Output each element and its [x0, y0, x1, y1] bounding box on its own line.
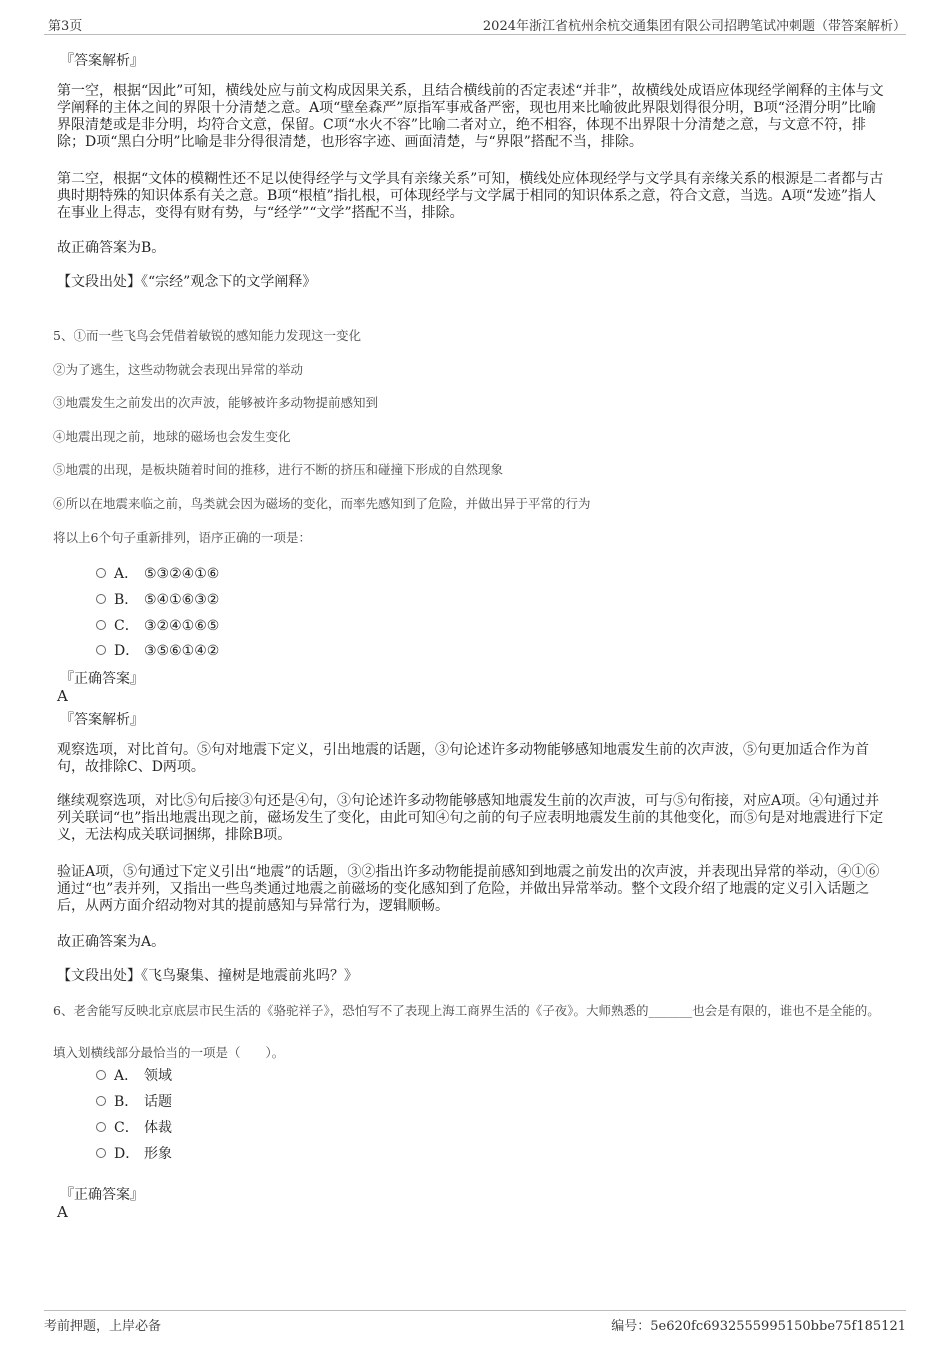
option-b[interactable]: B． 话题 — [96, 1091, 172, 1111]
option-d[interactable]: D． 形象 — [96, 1143, 172, 1163]
option-a[interactable]: A． 领域 — [96, 1065, 172, 1085]
footer-slogan: 考前押题，上岸必备 — [44, 1319, 162, 1334]
answer-conclusion: 故正确答案为B。 — [57, 240, 166, 256]
radio-icon[interactable] — [96, 645, 106, 655]
radio-icon[interactable] — [96, 568, 106, 578]
radio-icon[interactable] — [96, 1096, 106, 1106]
option-d[interactable]: D． ③⑤⑥①④② — [96, 640, 219, 660]
page-number: 第3页 — [48, 19, 83, 34]
source-citation: 【文段出处】《飞鸟聚集、撞树是地震前兆吗？》 — [57, 968, 358, 984]
page-footer — [44, 1310, 906, 1335]
document-title: 2024年浙江省杭州余杭交通集团有限公司招聘笔试冲刺题（带答案解析） — [482, 19, 906, 34]
question-stem: 6、老舍能写反映北京底层市民生活的《骆驼祥子》，恐怕写不了表现上海工商界生活的《子夜》。大师熟悉的_______也会是有限的，谁也不是全能的。 — [53, 1003, 880, 1018]
analysis-paragraph: 第一空，根据“因此”可知，横线处应与前文构成因果关系，且结合横线前的否定表述“并非”，故横线处成语应体现经学阐释的主体与文学阐释的主体之间的界限十分清楚之意。A项“壁垒森严”原指军事戒备严密，现也用来比喻彼此界限划得很分明，B项“泾渭分明”比喻界限清楚或是非分明，均符合文意，保留。C项“水火不容”比喻二者对立，绝不相容，体现不出界限十分清楚之意，与文意不符，排除；D项“黑白分明”比喻是非分得很清楚，也形容字迹、画面清楚，与“界限”搭配不当，排除。 — [57, 83, 884, 150]
correct-answer-label: 『正确答案』 — [60, 1187, 144, 1203]
question-prompt: 填入划横线部分最恰当的一项是（ ）。 — [53, 1045, 285, 1060]
radio-icon[interactable] — [96, 620, 106, 630]
analysis-label: 『答案解析』 — [60, 712, 144, 728]
answer-conclusion: 故正确答案为A。 — [57, 934, 166, 950]
question-sentence: ③地震发生之前发出的次声波，能够被许多动物提前感知到 — [53, 395, 379, 410]
option-c[interactable]: C． ③②④①⑥⑤ — [96, 615, 219, 635]
question-sentence: ⑤地震的出现，是板块随着时间的推移，进行不断的挤压和碰撞下形成的自然现象 — [53, 462, 504, 477]
correct-answer-label: 『正确答案』 — [60, 671, 144, 687]
analysis-paragraph: 观察选项，对比首句。⑤句对地震下定义，引出地震的话题，③句论述许多动物能够感知地震发生前的次声波，⑤句更加适合作为首句，故排除C、D两项。 — [57, 742, 869, 775]
question-prompt: 将以上6个句子重新排列，语序正确的一项是： — [53, 530, 311, 545]
analysis-label: 『答案解析』 — [60, 53, 144, 69]
analysis-paragraph: 继续观察选项，对比⑤句后接③句还是④句，③句论述许多动物能够感知地震发生前的次声波，可与⑤句衔接，对应A项。④句通过并列关联词“也”指出地震出现之前，磁场发生了变化，由此可知④句之前的句子应表明地震发生前的其他变化，而⑤句是对地震进行下定义，无法构成关联词捆绑，排除B项。 — [57, 793, 884, 843]
correct-answer: A — [57, 687, 68, 705]
radio-icon[interactable] — [96, 1148, 106, 1158]
question-sentence: ⑥所以在地震来临之前，鸟类就会因为磁场的变化，而率先感知到了危险，并做出异于平常的行为 — [53, 496, 591, 511]
analysis-paragraph: 第二空，根据“文体的模糊性还不足以使得经学与文学具有亲缘关系”可知，横线处应体现经学与文学具有亲缘关系的根源是二者都与古典时期特殊的知识体系有关之意。B项“根植”指扎根，可体现经学与文学属于相同的知识体系之意，符合文意，当选。A项“发迹”指人在事业上得志，变得有财有势，与“经学”“文学”搭配不当，排除。 — [57, 171, 884, 221]
correct-answer: A — [57, 1203, 68, 1221]
radio-icon[interactable] — [96, 1070, 106, 1080]
source-citation: 【文段出处】《“宗经”观念下的文学阐释》 — [57, 274, 317, 290]
radio-icon[interactable] — [96, 1122, 106, 1132]
page-header — [44, 12, 906, 35]
analysis-paragraph: 验证A项，⑤句通过下定义引出“地震”的话题，③②指出许多动物能提前感知到地震之前发出的次声波，并表现出异常的举动，④①⑥通过“也”表并列，又指出一些鸟类通过地震之前磁场的变化感知到了危险，并做出异常举动。整个文段介绍了地震的定义引入话题之后，从两方面介绍动物对其的提前感知与异常行为，逻辑顺畅。 — [57, 864, 880, 914]
question-sentence: ④地震出现之前，地球的磁场也会发生变化 — [53, 429, 291, 444]
question-sentence: 5、①而一些飞鸟会凭借着敏锐的感知能力发现这一变化 — [53, 328, 361, 343]
document-id: 编号：5e620fc6932555995150bbe75f185121 — [611, 1319, 906, 1334]
option-b[interactable]: B． ⑤④①⑥③② — [96, 589, 219, 609]
question-sentence: ②为了逃生，这些动物就会表现出异常的举动 — [53, 362, 304, 377]
option-c[interactable]: C． 体裁 — [96, 1117, 172, 1137]
radio-icon[interactable] — [96, 594, 106, 604]
option-a[interactable]: A． ⑤③②④①⑥ — [96, 563, 219, 583]
